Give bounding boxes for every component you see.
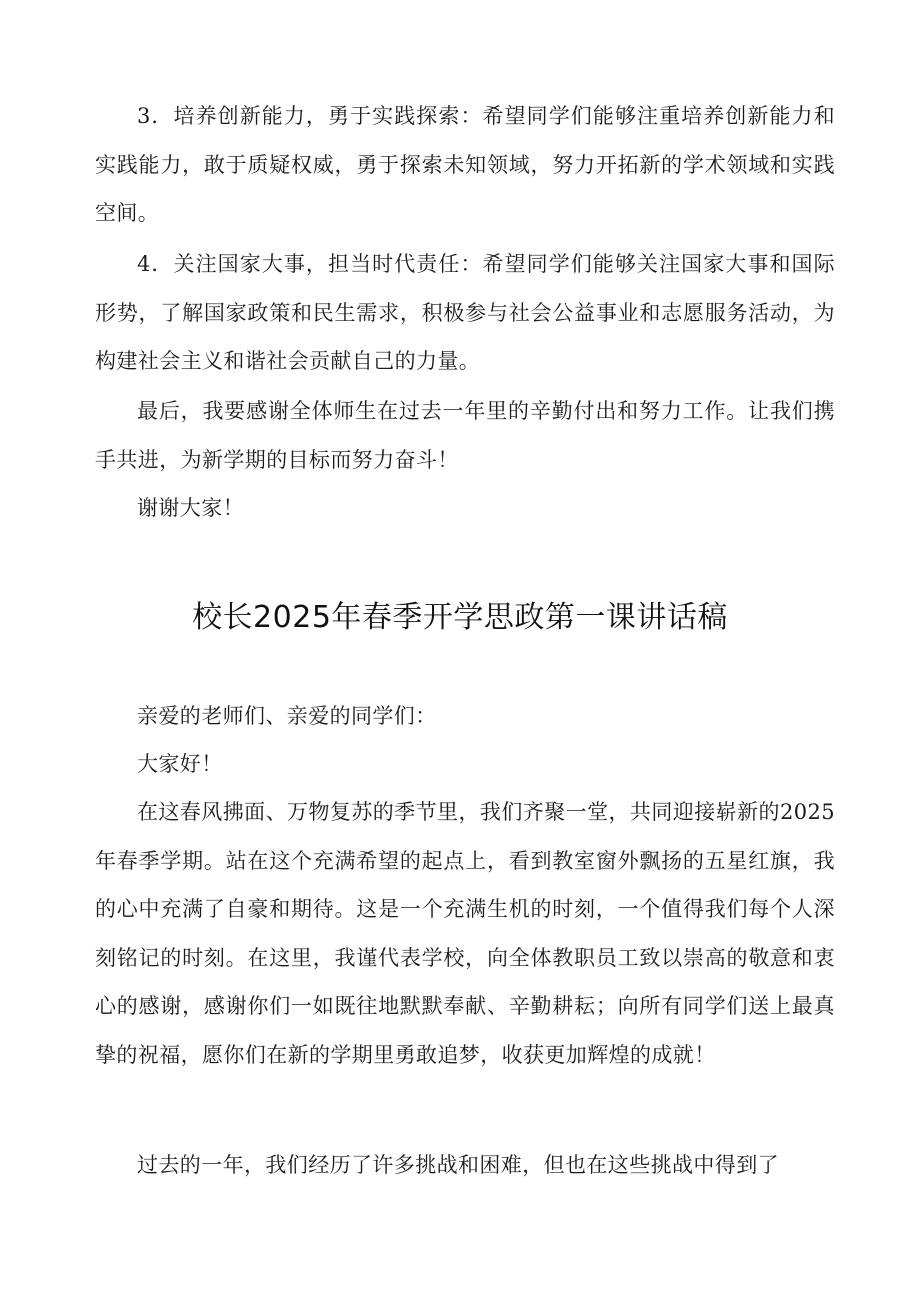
salutation-paragraph: 亲爱的老师们、亲爱的同学们：: [137, 704, 437, 728]
body-paragraph-1: 在这春风拂面、万物复苏的季节里，我们齐聚一堂，共同迎接崭新的2025年春季学期。站在这个充满希望的起点上，看到教室窗外飘扬的五星红旗，我的心中充满了自豪和期待。这是一个充满生机的时刻，一个值得我们每个人深刻铭记的时刻。在这里，我谨代表学校，向全体教职员工致以崇高的敬意和衷心的感谢，感谢你们一如既往地默默奉献、辛勤耕耘；向所有同学们送上最真挚的祝福，愿你们在新的学期里勇敢追梦，收获更加辉煌的成就！: [95, 800, 835, 1067]
greeting-paragraph: 大家好！: [137, 752, 223, 776]
item-3-paragraph: 3．培养创新能力，勇于实践探索：希望同学们能够注重培养创新能力和实践能力，敢于质疑权威，勇于探索未知领域，努力开拓新的学术领域和实践空间。: [95, 104, 835, 225]
speech-title: 校长2025年春季开学思政第一课讲话稿: [192, 600, 728, 635]
item-4-paragraph: 4．关注国家大事，担当时代责任：希望同学们能够关注国家大事和国际形势，了解国家政策和民生需求，积极参与社会公益事业和志愿服务活动，为构建社会主义和谐社会贡献自己的力量。: [95, 252, 835, 373]
closing-paragraph: 最后，我要感谢全体师生在过去一年里的辛勤付出和努力工作。让我们携手共进，为新学期的目标而努力奋斗！: [95, 399, 835, 472]
body-paragraph-2: 过去的一年，我们经历了许多挑战和困难，但也在这些挑战中得到了: [137, 1153, 779, 1177]
thanks-paragraph: 谢谢大家！: [137, 496, 244, 520]
